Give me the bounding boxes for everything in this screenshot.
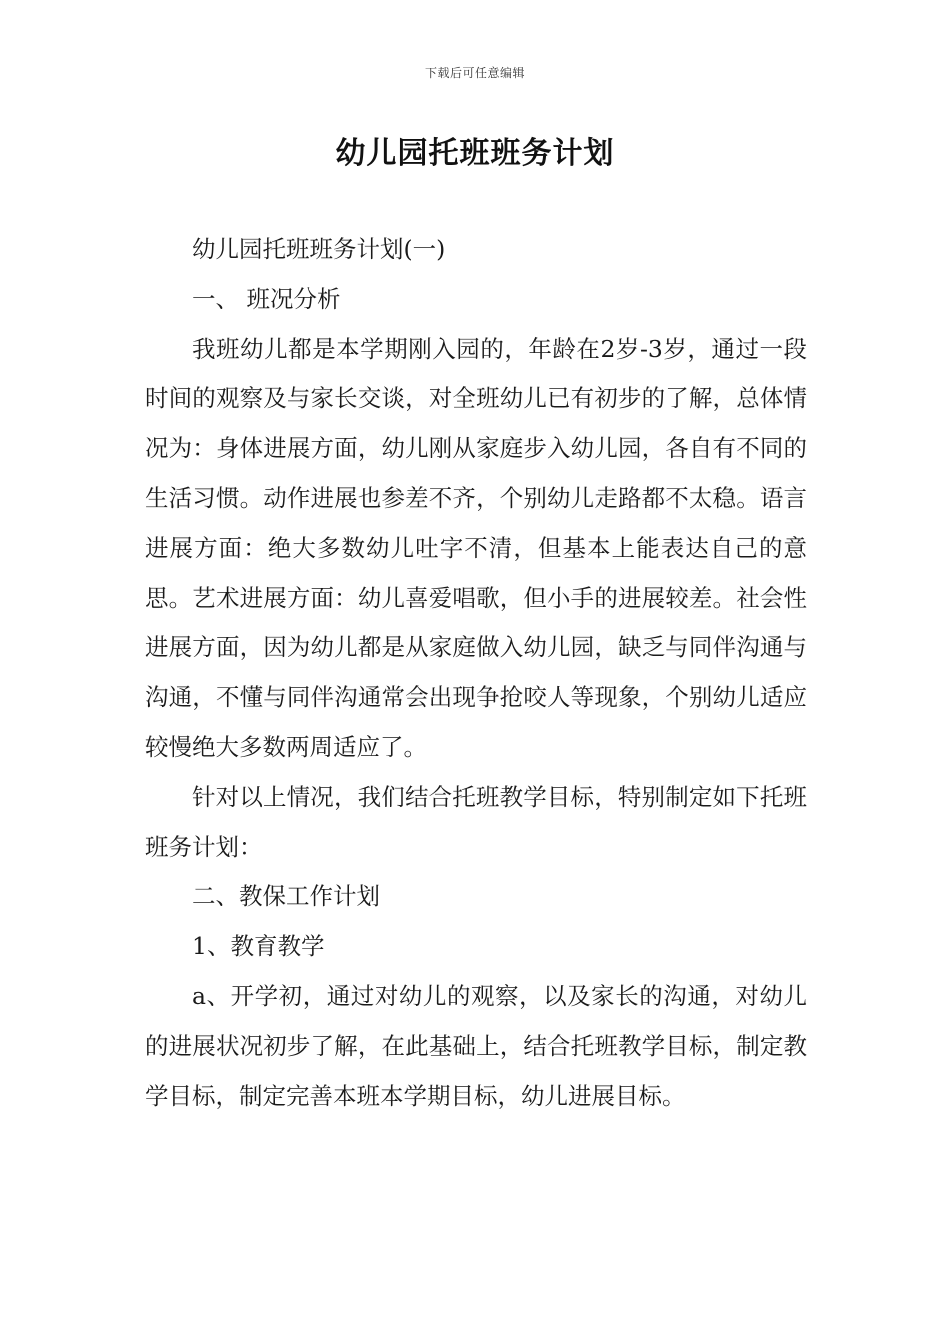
section-heading-class-analysis: 一、 班况分析	[192, 284, 341, 313]
paragraph-class-analysis: 我班幼儿都是本学期刚入园的，年龄在2岁-3岁，通过一段时间的观察及与家长交谈，对全班幼儿已有初步的了解，总体情况为：身体进展方面，幼儿刚从家庭步入幼儿园，各自有不同的生活习惯。动作进展也参差不齐，个别幼儿走路都不太稳。语言进展方面：绝大多数幼儿吐字不清，但基本上能表达自己的意思。艺术进展方面：幼儿喜爱唱歌，但小手的进展较差。社会性进展方面，因为幼儿都是从家庭做入幼儿园，缺乏与同伴沟通与沟通，不懂与同伴沟通常会出现争抢咬人等现象，个别幼儿适应较慢绝大多数两周适应了。	[145, 334, 807, 761]
header-note: 下载后可任意编辑	[424, 66, 525, 80]
paragraph-plan-intro: 针对以上情况，我们结合托班教学目标，特别制定如下托班班务计划：	[145, 782, 807, 861]
subheading-education: 1、教育教学	[192, 932, 325, 961]
section-heading-teaching-plan: 二、教保工作计划	[192, 882, 380, 911]
paragraph-item-a: a、开学初，通过对幼儿的观察，以及家长的沟通，对幼儿的进展状况初步了解，在此基础上，结合托班教学目标，制定教学目标，制定完善本班本学期目标，幼儿进展目标。	[145, 981, 807, 1110]
document-body	[145, 225, 807, 1121]
section-heading-plan-one: 幼儿园托班班务计划(一)	[192, 235, 446, 263]
document-title: 幼儿园托班班务计划	[335, 136, 615, 171]
